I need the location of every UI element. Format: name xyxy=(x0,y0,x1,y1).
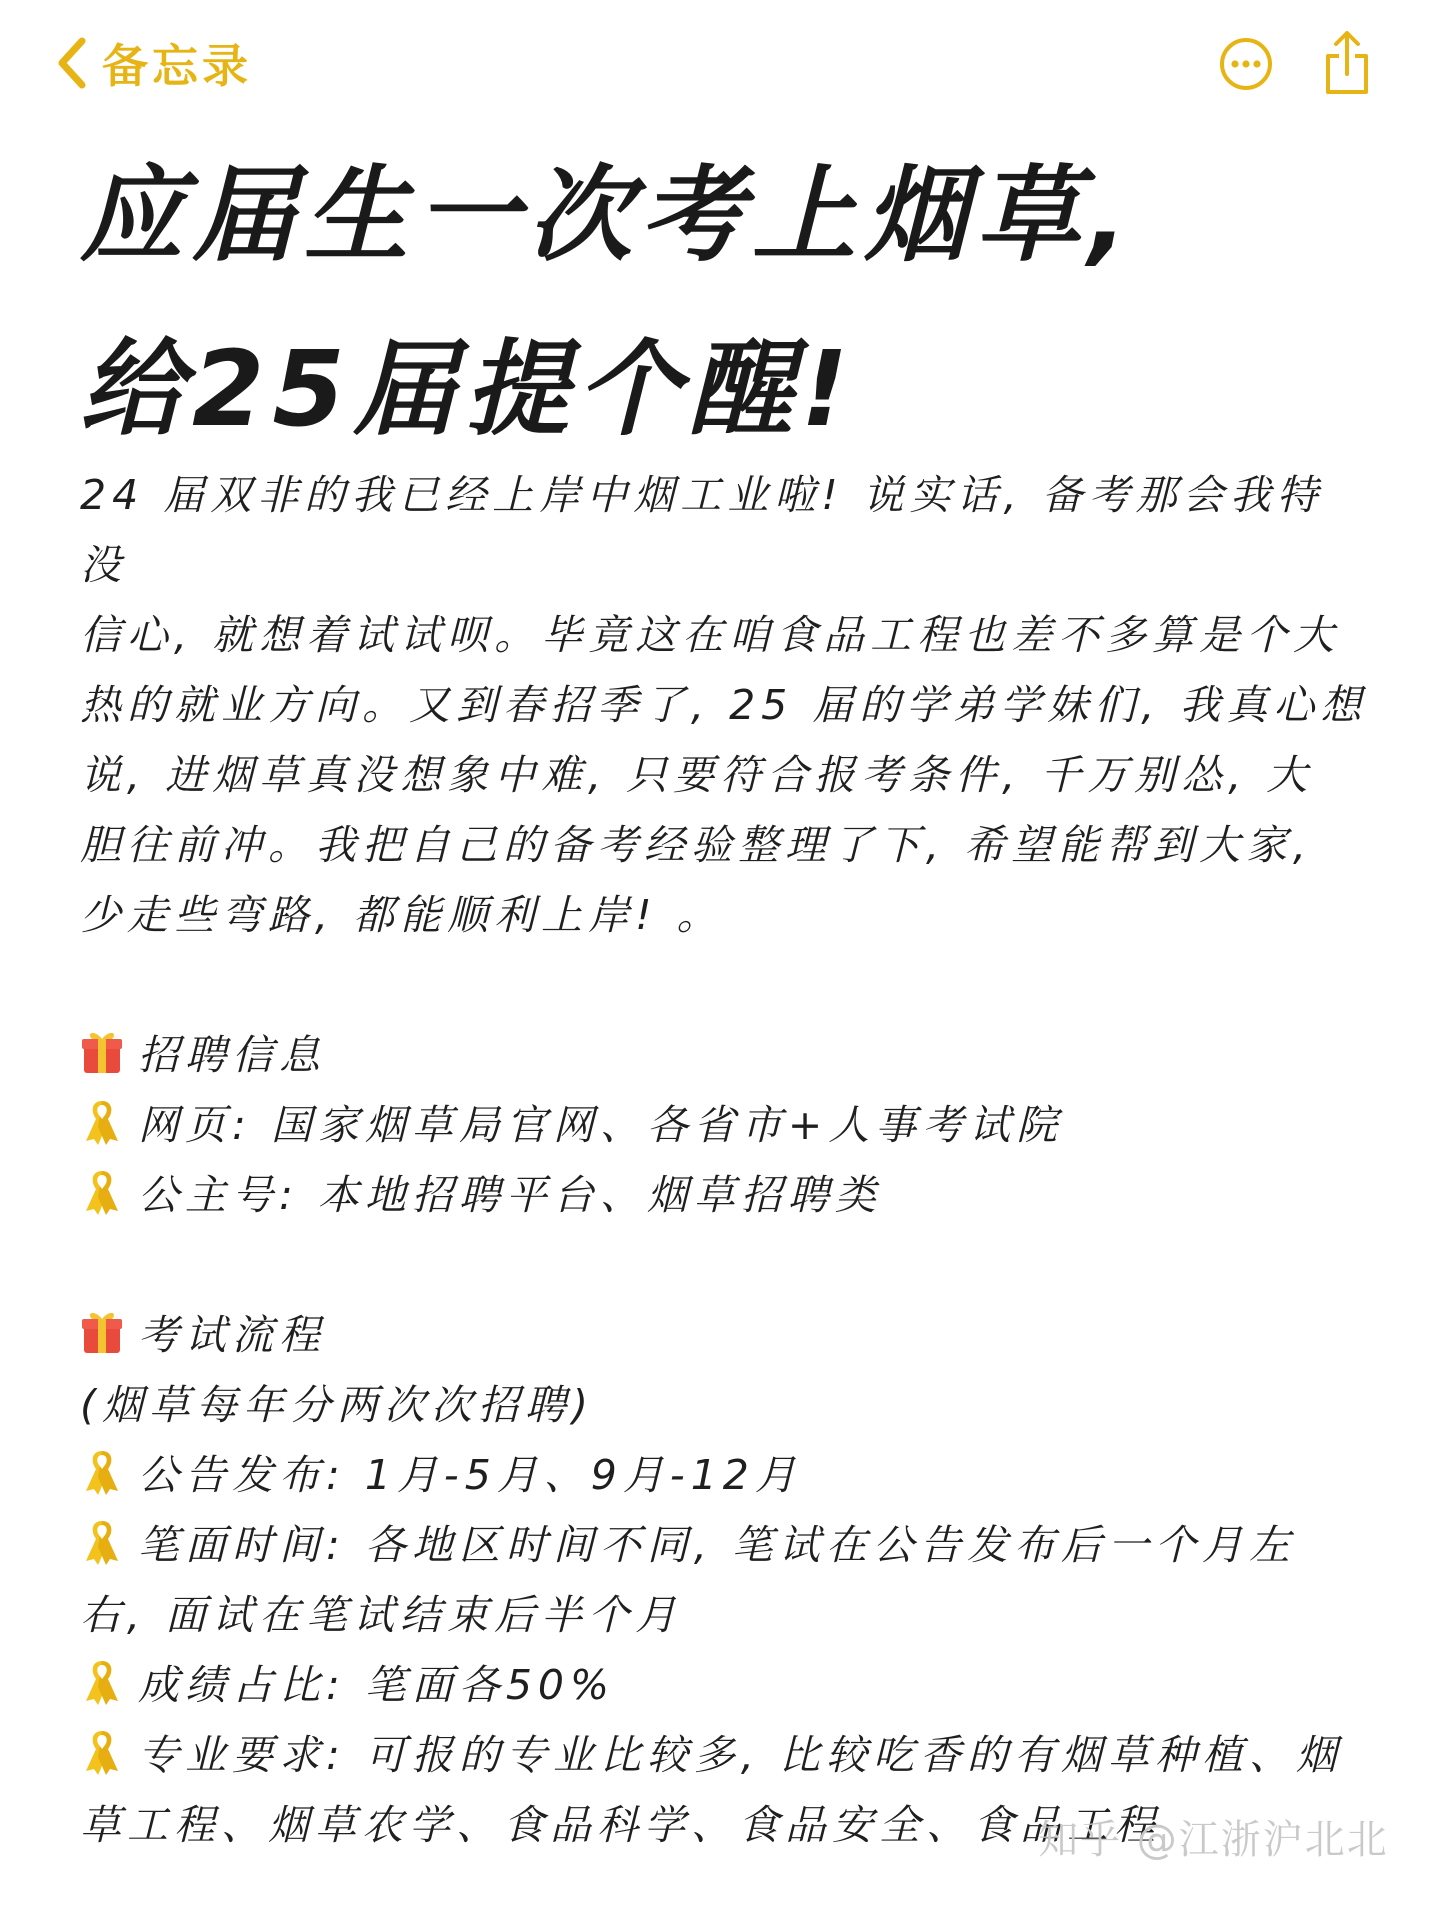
intro-line: 热的就业方向。又到春招季了, 25 届的学弟学妹们, 我真心想 xyxy=(80,681,1368,729)
gift-icon xyxy=(80,1307,124,1355)
list-item-continuation: 草工程、烟草农学、食品科学、食品安全、食品工程 xyxy=(80,1801,1161,1849)
list-item xyxy=(80,1720,1370,1790)
intro-paragraph xyxy=(80,460,1370,950)
back-label: 备忘录 xyxy=(102,39,252,93)
list-item-text: 公告发布: 1月-5月、9月-12月 xyxy=(138,1451,802,1499)
intro-line: 胆往前冲。我把自己的备考经验整理了下, 希望能帮到大家, xyxy=(80,821,1313,869)
chevron-left-icon xyxy=(54,37,88,89)
blank-line xyxy=(80,1230,1370,1300)
share-icon xyxy=(1322,30,1372,96)
section-heading-text: 考试流程 xyxy=(138,1311,326,1359)
list-item xyxy=(80,1510,1370,1580)
list-item xyxy=(80,1650,1370,1720)
section-note: (烟草每年分两次次招聘) xyxy=(80,1381,594,1429)
ellipsis-circle-icon xyxy=(1218,36,1274,92)
list-item-text: 专业要求: 可报的专业比较多, 比较吃香的有烟草种植、烟 xyxy=(138,1731,1343,1779)
back-button[interactable] xyxy=(54,28,252,98)
ribbon-icon xyxy=(80,1517,124,1565)
title-line-2: 给25届提个醒! xyxy=(80,328,857,450)
intro-line: 说, 进烟草真没想象中难, 只要符合报考条件, 千万别怂, 大 xyxy=(80,751,1314,799)
ribbon-icon xyxy=(80,1447,124,1495)
list-item-continuation: 右, 面试在笔试结束后半个月 xyxy=(80,1591,683,1639)
list-item xyxy=(80,1440,1370,1510)
title-line-1: 应届生一次考上烟草, xyxy=(80,154,1136,276)
list-item xyxy=(80,1090,1370,1160)
share-button[interactable] xyxy=(1322,30,1372,96)
ribbon-icon xyxy=(80,1727,124,1775)
section-heading-exam-process xyxy=(80,1300,1370,1370)
intro-line: 少走些弯路, 都能顺利上岸! 。 xyxy=(80,891,724,939)
list-item-text: 公主号: 本地招聘平台、烟草招聘类 xyxy=(138,1171,882,1219)
ribbon-icon xyxy=(80,1657,124,1705)
note-title xyxy=(80,128,1380,476)
ribbon-icon xyxy=(80,1097,124,1145)
list-item-text: 网页: 国家烟草局官网、各省市+人事考试院 xyxy=(138,1101,1064,1149)
list-item-text: 笔面时间: 各地区时间不同, 笔试在公告发布后一个月左 xyxy=(138,1521,1296,1569)
note-body[interactable] xyxy=(80,460,1370,1860)
watermark: 知乎 @江浙沪北北 xyxy=(1038,1817,1389,1863)
gift-icon xyxy=(80,1027,124,1075)
list-item xyxy=(80,1160,1370,1230)
ribbon-icon xyxy=(80,1167,124,1215)
intro-line: 24 届双非的我已经上岸中烟工业啦! 说实话, 备考那会我特没 xyxy=(80,471,1324,589)
list-item-text: 成绩占比: 笔面各50% xyxy=(138,1661,615,1709)
section-heading-text: 招聘信息 xyxy=(138,1031,326,1079)
nav-bar xyxy=(0,0,1440,130)
blank-line xyxy=(80,950,1370,1020)
section-heading-recruitment xyxy=(80,1020,1370,1090)
more-button[interactable] xyxy=(1218,36,1274,92)
intro-line: 信心, 就想着试试呗。毕竟这在咱食品工程也差不多算是个大 xyxy=(80,611,1341,659)
